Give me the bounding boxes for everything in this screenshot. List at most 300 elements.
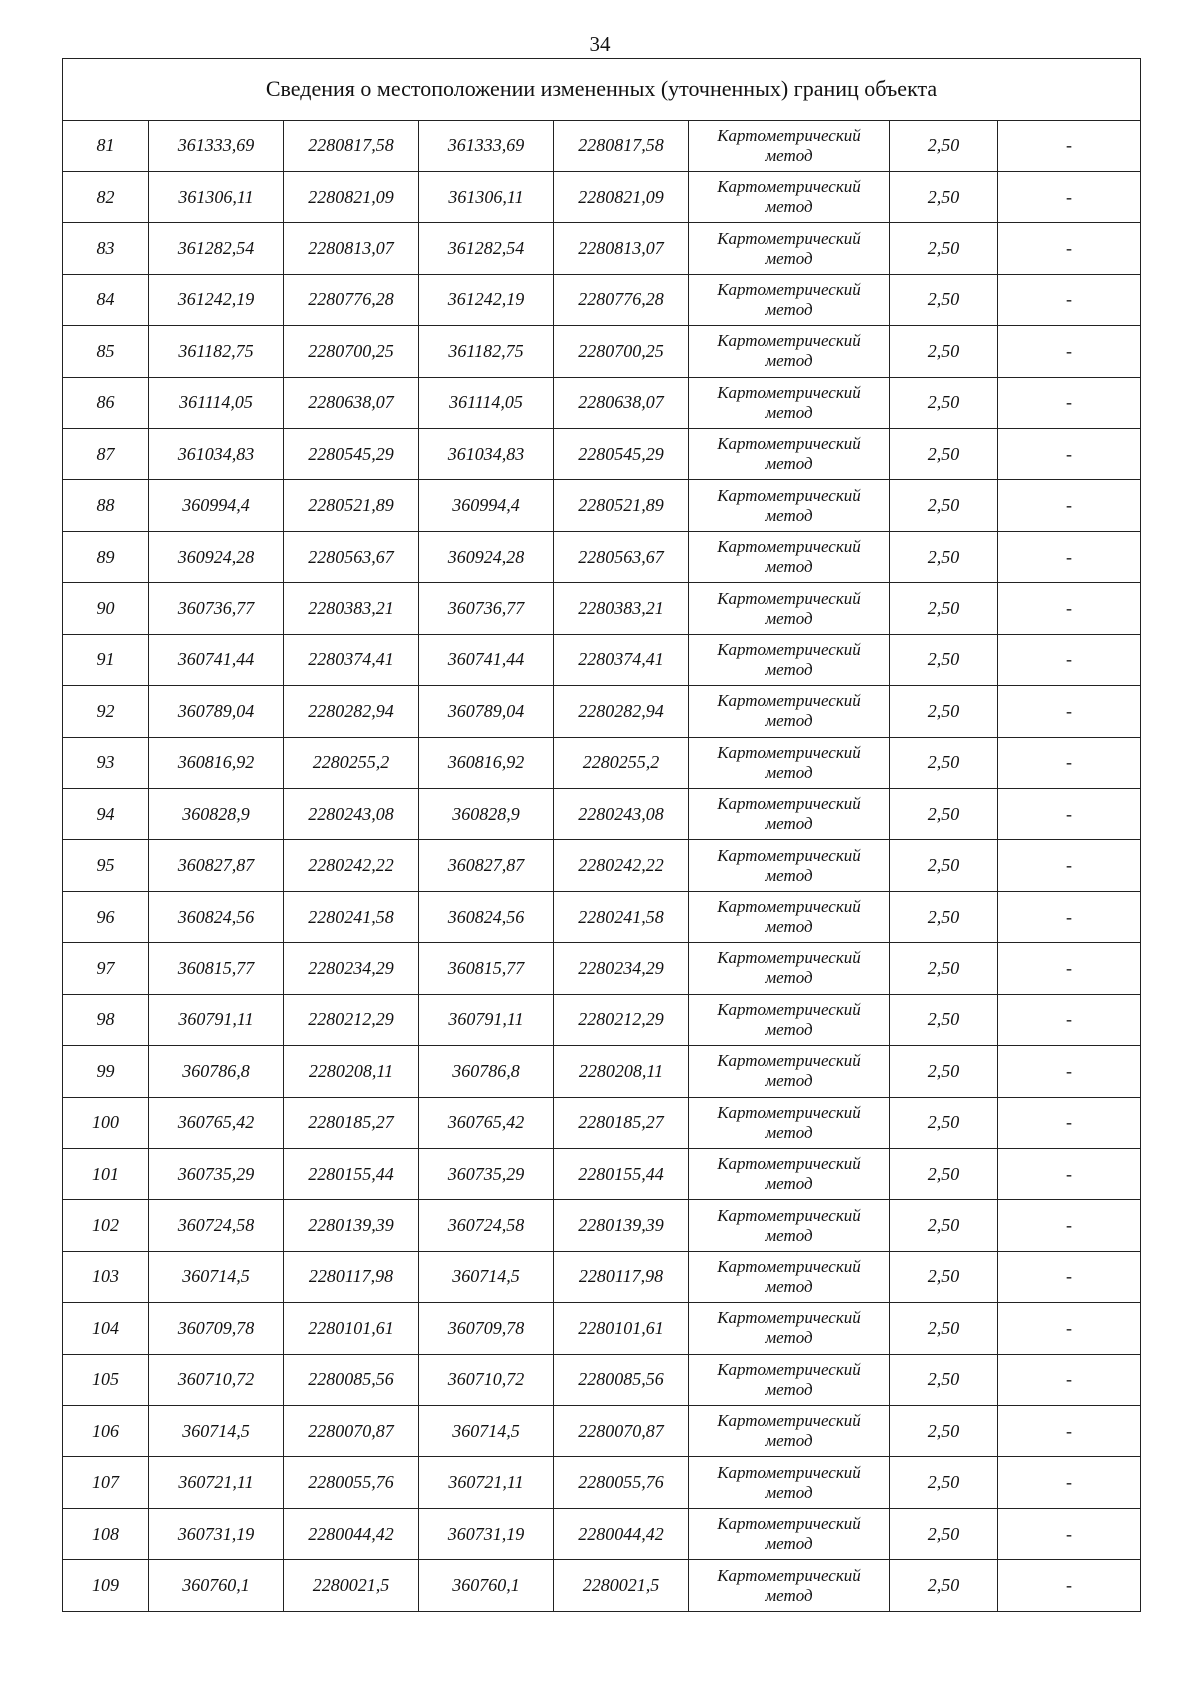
table-row [63, 1406, 1141, 1457]
note-cell: - [998, 1046, 1141, 1097]
method-cell [689, 480, 890, 531]
x-existing-cell: 361034,83 [149, 429, 284, 480]
method-cell [689, 326, 890, 377]
y-existing-cell: 2280241,58 [284, 891, 419, 942]
note-cell: - [998, 1148, 1141, 1199]
y-existing-cell: 2280282,94 [284, 686, 419, 737]
table-row [63, 1354, 1141, 1405]
x-refined-cell: 361306,11 [419, 171, 554, 222]
y-refined-cell: 2280282,94 [554, 686, 689, 737]
table-row [63, 326, 1141, 377]
method-line-2: метод [765, 197, 813, 217]
method-line-1: Картометрический [717, 1308, 861, 1328]
point-number-cell: 91 [63, 634, 149, 685]
table-row [63, 171, 1141, 222]
method-cell [689, 1200, 890, 1251]
x-refined-cell: 360786,8 [419, 1046, 554, 1097]
y-refined-cell: 2280374,41 [554, 634, 689, 685]
table-row [63, 274, 1141, 325]
x-existing-cell: 361306,11 [149, 171, 284, 222]
method-line-2: метод [765, 968, 813, 988]
x-existing-cell: 360816,92 [149, 737, 284, 788]
y-refined-cell: 2280055,76 [554, 1457, 689, 1508]
accuracy-cell: 2,50 [890, 1097, 998, 1148]
method-line-1: Картометрический [717, 228, 861, 248]
method-line-1: Картометрический [717, 537, 861, 557]
note-cell: - [998, 634, 1141, 685]
accuracy-cell: 2,50 [890, 274, 998, 325]
x-refined-cell: 361242,19 [419, 274, 554, 325]
accuracy-cell: 2,50 [890, 1251, 998, 1302]
note-cell: - [998, 429, 1141, 480]
method-cell [689, 1406, 890, 1457]
method-cell [689, 1508, 890, 1559]
method-line-2: метод [765, 1019, 813, 1039]
table-row [63, 943, 1141, 994]
x-existing-cell: 360731,19 [149, 1508, 284, 1559]
accuracy-cell: 2,50 [890, 994, 998, 1045]
x-existing-cell: 360741,44 [149, 634, 284, 685]
x-existing-cell: 360735,29 [149, 1148, 284, 1199]
table-row [63, 223, 1141, 274]
table-body [63, 59, 1141, 1612]
method-line-1: Картометрический [717, 1154, 861, 1174]
x-existing-cell: 360994,4 [149, 480, 284, 531]
x-existing-cell: 360791,11 [149, 994, 284, 1045]
x-existing-cell: 360714,5 [149, 1406, 284, 1457]
note-cell: - [998, 891, 1141, 942]
accuracy-cell: 2,50 [890, 1354, 998, 1405]
x-refined-cell: 360721,11 [419, 1457, 554, 1508]
method-line-2: метод [765, 1328, 813, 1348]
point-number-cell: 87 [63, 429, 149, 480]
table-row [63, 1200, 1141, 1251]
method-line-1: Картометрический [717, 1256, 861, 1276]
table-row [63, 377, 1141, 428]
x-refined-cell: 360816,92 [419, 737, 554, 788]
table-row [63, 531, 1141, 582]
y-existing-cell: 2280383,21 [284, 583, 419, 634]
point-number-cell: 102 [63, 1200, 149, 1251]
y-refined-cell: 2280813,07 [554, 223, 689, 274]
accuracy-cell: 2,50 [890, 943, 998, 994]
y-existing-cell: 2280817,58 [284, 120, 419, 171]
method-line-1: Картометрический [717, 742, 861, 762]
x-existing-cell: 361282,54 [149, 223, 284, 274]
point-number-cell: 99 [63, 1046, 149, 1097]
method-cell [689, 891, 890, 942]
method-line-1: Картометрический [717, 588, 861, 608]
y-refined-cell: 2280101,61 [554, 1303, 689, 1354]
x-existing-cell: 360765,42 [149, 1097, 284, 1148]
table-row [63, 480, 1141, 531]
x-existing-cell: 360721,11 [149, 1457, 284, 1508]
method-line-2: метод [765, 711, 813, 731]
accuracy-cell: 2,50 [890, 1046, 998, 1097]
x-existing-cell: 360736,77 [149, 583, 284, 634]
method-cell [689, 1148, 890, 1199]
method-cell [689, 583, 890, 634]
page-number: 34 [589, 32, 611, 56]
method-line-2: метод [765, 1174, 813, 1194]
y-refined-cell: 2280817,58 [554, 120, 689, 171]
point-number-cell: 96 [63, 891, 149, 942]
method-cell [689, 1303, 890, 1354]
method-line-1: Картометрический [717, 794, 861, 814]
method-line-2: метод [765, 659, 813, 679]
method-line-2: метод [765, 1071, 813, 1091]
x-refined-cell: 361333,69 [419, 120, 554, 171]
y-existing-cell: 2280563,67 [284, 531, 419, 582]
accuracy-cell: 2,50 [890, 531, 998, 582]
method-line-2: метод [765, 1431, 813, 1451]
accuracy-cell: 2,50 [890, 1200, 998, 1251]
method-line-2: метод [765, 762, 813, 782]
y-existing-cell: 2280101,61 [284, 1303, 419, 1354]
accuracy-cell: 2,50 [890, 788, 998, 839]
x-existing-cell: 360828,9 [149, 788, 284, 839]
method-cell [689, 120, 890, 171]
method-line-1: Картометрический [717, 485, 861, 505]
point-number-cell: 92 [63, 686, 149, 737]
table-title: Сведения о местоположении измененных (уточненных) границ объекта [63, 59, 1141, 121]
point-number-cell: 84 [63, 274, 149, 325]
y-existing-cell: 2280139,39 [284, 1200, 419, 1251]
method-line-2: метод [765, 1122, 813, 1142]
accuracy-cell: 2,50 [890, 686, 998, 737]
x-existing-cell: 360709,78 [149, 1303, 284, 1354]
point-number-cell: 86 [63, 377, 149, 428]
method-line-1: Картометрический [717, 331, 861, 351]
table-row [63, 634, 1141, 685]
y-refined-cell: 2280044,42 [554, 1508, 689, 1559]
note-cell: - [998, 1406, 1141, 1457]
x-refined-cell: 360828,9 [419, 788, 554, 839]
table-row [63, 788, 1141, 839]
note-cell: - [998, 737, 1141, 788]
method-line-2: метод [765, 145, 813, 165]
y-existing-cell: 2280212,29 [284, 994, 419, 1045]
table-row [63, 1508, 1141, 1559]
method-line-1: Картометрический [717, 897, 861, 917]
y-existing-cell: 2280243,08 [284, 788, 419, 839]
y-refined-cell: 2280521,89 [554, 480, 689, 531]
x-refined-cell: 360827,87 [419, 840, 554, 891]
y-refined-cell: 2280070,87 [554, 1406, 689, 1457]
y-refined-cell: 2280021,5 [554, 1560, 689, 1612]
table-row [63, 1303, 1141, 1354]
method-line-1: Картометрический [717, 1102, 861, 1122]
method-cell [689, 840, 890, 891]
y-existing-cell: 2280208,11 [284, 1046, 419, 1097]
point-number-cell: 107 [63, 1457, 149, 1508]
method-line-2: метод [765, 917, 813, 937]
x-refined-cell: 360735,29 [419, 1148, 554, 1199]
x-refined-cell: 360994,4 [419, 480, 554, 531]
accuracy-cell: 2,50 [890, 171, 998, 222]
method-line-1: Картометрический [717, 1565, 861, 1585]
method-line-2: метод [765, 1585, 813, 1605]
note-cell: - [998, 1251, 1141, 1302]
method-line-2: метод [765, 1534, 813, 1554]
y-refined-cell: 2280545,29 [554, 429, 689, 480]
y-existing-cell: 2280117,98 [284, 1251, 419, 1302]
point-number-cell: 98 [63, 994, 149, 1045]
method-line-2: метод [765, 505, 813, 525]
x-refined-cell: 360789,04 [419, 686, 554, 737]
method-line-1: Картометрический [717, 1051, 861, 1071]
method-line-2: метод [765, 814, 813, 834]
accuracy-cell: 2,50 [890, 1303, 998, 1354]
accuracy-cell: 2,50 [890, 326, 998, 377]
y-existing-cell: 2280242,22 [284, 840, 419, 891]
note-cell: - [998, 994, 1141, 1045]
point-number-cell: 105 [63, 1354, 149, 1405]
note-cell: - [998, 171, 1141, 222]
method-line-1: Картометрический [717, 845, 861, 865]
y-existing-cell: 2280638,07 [284, 377, 419, 428]
method-cell [689, 171, 890, 222]
y-existing-cell: 2280545,29 [284, 429, 419, 480]
x-existing-cell: 361182,75 [149, 326, 284, 377]
method-cell [689, 223, 890, 274]
x-refined-cell: 360710,72 [419, 1354, 554, 1405]
y-refined-cell: 2280776,28 [554, 274, 689, 325]
x-refined-cell: 360709,78 [419, 1303, 554, 1354]
y-existing-cell: 2280085,56 [284, 1354, 419, 1405]
note-cell: - [998, 1457, 1141, 1508]
method-line-2: метод [765, 1379, 813, 1399]
point-number-cell: 95 [63, 840, 149, 891]
note-cell: - [998, 1303, 1141, 1354]
accuracy-cell: 2,50 [890, 377, 998, 428]
y-existing-cell: 2280155,44 [284, 1148, 419, 1199]
method-line-2: метод [765, 865, 813, 885]
method-line-1: Картометрический [717, 691, 861, 711]
x-existing-cell: 360827,87 [149, 840, 284, 891]
x-refined-cell: 360714,5 [419, 1406, 554, 1457]
point-number-cell: 94 [63, 788, 149, 839]
x-refined-cell: 361034,83 [419, 429, 554, 480]
method-line-2: метод [765, 299, 813, 319]
x-refined-cell: 361114,05 [419, 377, 554, 428]
method-cell [689, 1097, 890, 1148]
note-cell: - [998, 686, 1141, 737]
table-row [63, 1560, 1141, 1612]
table-row [63, 120, 1141, 171]
method-cell [689, 1046, 890, 1097]
note-cell: - [998, 1354, 1141, 1405]
method-line-2: метод [765, 1276, 813, 1296]
accuracy-cell: 2,50 [890, 840, 998, 891]
y-refined-cell: 2280242,22 [554, 840, 689, 891]
y-refined-cell: 2280821,09 [554, 171, 689, 222]
y-existing-cell: 2280070,87 [284, 1406, 419, 1457]
table-row [63, 1251, 1141, 1302]
note-cell: - [998, 326, 1141, 377]
point-number-cell: 83 [63, 223, 149, 274]
accuracy-cell: 2,50 [890, 1148, 998, 1199]
x-existing-cell: 360924,28 [149, 531, 284, 582]
method-cell [689, 686, 890, 737]
point-number-cell: 104 [63, 1303, 149, 1354]
point-number-cell: 101 [63, 1148, 149, 1199]
y-refined-cell: 2280243,08 [554, 788, 689, 839]
note-cell: - [998, 1560, 1141, 1612]
method-line-1: Картометрический [717, 1205, 861, 1225]
table-row [63, 840, 1141, 891]
note-cell: - [998, 1200, 1141, 1251]
accuracy-cell: 2,50 [890, 634, 998, 685]
y-refined-cell: 2280085,56 [554, 1354, 689, 1405]
point-number-cell: 85 [63, 326, 149, 377]
x-refined-cell: 360736,77 [419, 583, 554, 634]
boundary-coordinates-table [62, 58, 1141, 1612]
y-refined-cell: 2280117,98 [554, 1251, 689, 1302]
point-number-cell: 106 [63, 1406, 149, 1457]
x-refined-cell: 360724,58 [419, 1200, 554, 1251]
x-existing-cell: 360824,56 [149, 891, 284, 942]
method-cell [689, 737, 890, 788]
method-cell [689, 531, 890, 582]
x-refined-cell: 360731,19 [419, 1508, 554, 1559]
method-line-1: Картометрический [717, 1411, 861, 1431]
point-number-cell: 108 [63, 1508, 149, 1559]
table-row [63, 1148, 1141, 1199]
y-refined-cell: 2280241,58 [554, 891, 689, 942]
point-number-cell: 88 [63, 480, 149, 531]
method-line-1: Картометрический [717, 125, 861, 145]
method-line-1: Картометрический [717, 1359, 861, 1379]
table-row [63, 891, 1141, 942]
point-number-cell: 103 [63, 1251, 149, 1302]
title-row [63, 59, 1141, 121]
table-row [63, 737, 1141, 788]
note-cell: - [998, 223, 1141, 274]
point-number-cell: 90 [63, 583, 149, 634]
method-line-1: Картометрический [717, 948, 861, 968]
accuracy-cell: 2,50 [890, 1560, 998, 1612]
table-row [63, 1097, 1141, 1148]
y-refined-cell: 2280139,39 [554, 1200, 689, 1251]
method-cell [689, 429, 890, 480]
accuracy-cell: 2,50 [890, 429, 998, 480]
method-line-1: Картометрический [717, 279, 861, 299]
method-line-2: метод [765, 351, 813, 371]
method-line-2: метод [765, 454, 813, 474]
point-number-cell: 100 [63, 1097, 149, 1148]
method-cell [689, 634, 890, 685]
x-existing-cell: 360789,04 [149, 686, 284, 737]
point-number-cell: 81 [63, 120, 149, 171]
y-refined-cell: 2280155,44 [554, 1148, 689, 1199]
y-refined-cell: 2280383,21 [554, 583, 689, 634]
method-cell [689, 943, 890, 994]
x-existing-cell: 361114,05 [149, 377, 284, 428]
method-line-1: Картометрический [717, 177, 861, 197]
y-refined-cell: 2280255,2 [554, 737, 689, 788]
y-existing-cell: 2280776,28 [284, 274, 419, 325]
method-cell [689, 274, 890, 325]
note-cell: - [998, 840, 1141, 891]
note-cell: - [998, 788, 1141, 839]
y-existing-cell: 2280821,09 [284, 171, 419, 222]
method-line-2: метод [765, 1225, 813, 1245]
note-cell: - [998, 531, 1141, 582]
y-existing-cell: 2280374,41 [284, 634, 419, 685]
x-refined-cell: 360760,1 [419, 1560, 554, 1612]
y-existing-cell: 2280234,29 [284, 943, 419, 994]
point-number-cell: 97 [63, 943, 149, 994]
note-cell: - [998, 377, 1141, 428]
accuracy-cell: 2,50 [890, 1457, 998, 1508]
y-refined-cell: 2280563,67 [554, 531, 689, 582]
x-refined-cell: 361182,75 [419, 326, 554, 377]
y-refined-cell: 2280208,11 [554, 1046, 689, 1097]
x-refined-cell: 360741,44 [419, 634, 554, 685]
y-existing-cell: 2280044,42 [284, 1508, 419, 1559]
table-row [63, 1046, 1141, 1097]
method-line-1: Картометрический [717, 434, 861, 454]
method-cell [689, 1560, 890, 1612]
y-existing-cell: 2280185,27 [284, 1097, 419, 1148]
accuracy-cell: 2,50 [890, 891, 998, 942]
table-row [63, 429, 1141, 480]
x-refined-cell: 360791,11 [419, 994, 554, 1045]
method-cell [689, 1354, 890, 1405]
y-refined-cell: 2280234,29 [554, 943, 689, 994]
x-refined-cell: 360815,77 [419, 943, 554, 994]
method-cell [689, 377, 890, 428]
method-line-1: Картометрический [717, 639, 861, 659]
accuracy-cell: 2,50 [890, 120, 998, 171]
table-row [63, 994, 1141, 1045]
x-existing-cell: 360714,5 [149, 1251, 284, 1302]
method-cell [689, 1457, 890, 1508]
method-line-2: метод [765, 1482, 813, 1502]
y-refined-cell: 2280185,27 [554, 1097, 689, 1148]
x-refined-cell: 360924,28 [419, 531, 554, 582]
table-row [63, 686, 1141, 737]
accuracy-cell: 2,50 [890, 737, 998, 788]
note-cell: - [998, 1508, 1141, 1559]
method-line-2: метод [765, 557, 813, 577]
accuracy-cell: 2,50 [890, 1508, 998, 1559]
x-existing-cell: 360786,8 [149, 1046, 284, 1097]
method-line-1: Картометрический [717, 1514, 861, 1534]
x-refined-cell: 360824,56 [419, 891, 554, 942]
x-refined-cell: 361282,54 [419, 223, 554, 274]
accuracy-cell: 2,50 [890, 1406, 998, 1457]
method-cell [689, 788, 890, 839]
x-existing-cell: 360815,77 [149, 943, 284, 994]
note-cell: - [998, 943, 1141, 994]
y-refined-cell: 2280638,07 [554, 377, 689, 428]
note-cell: - [998, 274, 1141, 325]
x-existing-cell: 360710,72 [149, 1354, 284, 1405]
accuracy-cell: 2,50 [890, 223, 998, 274]
point-number-cell: 89 [63, 531, 149, 582]
note-cell: - [998, 583, 1141, 634]
y-refined-cell: 2280212,29 [554, 994, 689, 1045]
method-line-1: Картометрический [717, 999, 861, 1019]
method-line-2: метод [765, 402, 813, 422]
x-existing-cell: 361242,19 [149, 274, 284, 325]
note-cell: - [998, 1097, 1141, 1148]
method-line-2: метод [765, 248, 813, 268]
note-cell: - [998, 120, 1141, 171]
table-row [63, 583, 1141, 634]
